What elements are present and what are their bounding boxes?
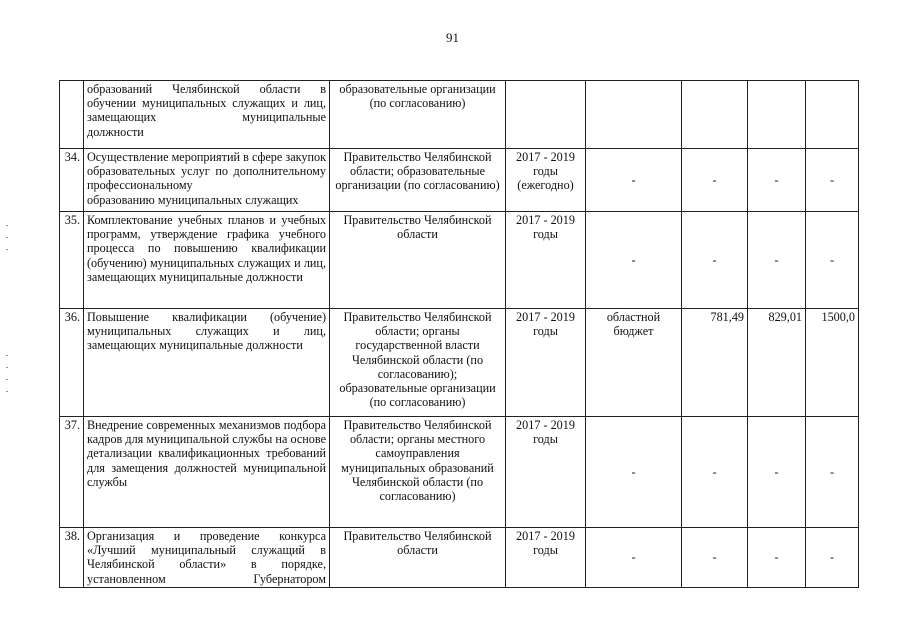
measure-name-last: замещающих муниципальные должности <box>87 338 303 353</box>
table-row <box>60 417 859 528</box>
measure-name-last: должности <box>87 124 144 139</box>
measure-name <box>84 149 330 212</box>
executor: Правительство Челябинской области; органы местного самоуправления муниципальных образований Челябинской области (по согласованию) <box>330 417 506 528</box>
value-2019: - <box>806 212 859 309</box>
term: 2017 - 2019 годы <box>506 417 586 528</box>
executor: Правительство Челябинской области <box>330 528 506 588</box>
measure-name <box>84 528 330 588</box>
measure-name-last: замещающих муниципальные должности <box>87 269 303 284</box>
funding-source: - <box>586 528 682 588</box>
term: 2017 - 2019 годы <box>506 309 586 417</box>
value-2017: - <box>682 212 748 309</box>
value-2018: - <box>748 149 806 212</box>
value-2018: - <box>748 212 806 309</box>
value-2017: - <box>682 528 748 588</box>
funding-source: - <box>586 212 682 309</box>
executor: Правительство Челябинской области <box>330 212 506 309</box>
measures-table <box>59 80 859 588</box>
value-2019: - <box>806 149 859 212</box>
table-row <box>60 149 859 212</box>
value-2017 <box>682 81 748 149</box>
row-number: 37. <box>60 417 84 528</box>
table-row <box>60 81 859 149</box>
funding-source: областной бюджет <box>586 309 682 417</box>
row-number: 35. <box>60 212 84 309</box>
measure-name-text: образований Челябинской области в обучении муниципальных служащих и лиц, замещающих муниципальные <box>87 82 326 125</box>
page-number: 91 <box>446 30 459 45</box>
value-2019: - <box>806 528 859 588</box>
funding-source <box>586 81 682 149</box>
margin-marks <box>6 225 10 425</box>
measure-name <box>84 417 330 528</box>
measure-name <box>84 81 330 149</box>
executor: Правительство Челябинской области; органы государственной власти Челябинской области (по согласованию); образовательные организации (по согласованию) <box>330 309 506 417</box>
funding-source: - <box>586 149 682 212</box>
row-number: 34. <box>60 149 84 212</box>
funding-source: - <box>586 417 682 528</box>
value-2017: - <box>682 149 748 212</box>
value-2018: - <box>748 417 806 528</box>
table-row <box>60 528 859 588</box>
row-number <box>60 81 84 149</box>
value-2019: - <box>806 417 859 528</box>
measure-name-text: Внедрение современных механизмов подбора кадров для муниципальной службы на основе детализации квалификационных требований для замещения должностей муниципальной <box>87 418 326 475</box>
measure-name-text: Повышение квалификации (обучение) муниципальных служащих и лиц, <box>87 310 326 339</box>
value-2019: 1500,0 <box>806 309 859 417</box>
executor: Правительство Челябинской области; образовательные организации (по согласованию) <box>330 149 506 212</box>
term <box>506 81 586 149</box>
value-2017: 781,49 <box>682 309 748 417</box>
measure-name-last: службы <box>87 474 128 489</box>
value-2018: - <box>748 528 806 588</box>
measure-name-text: Комплектование учебных планов и учебных программ, утверждение графика учебного процесса по повышению квалификации (обучению) муниципальных служащих и лиц, <box>87 213 326 270</box>
measure-name-last: образованию муниципальных служащих <box>87 192 299 207</box>
measure-name-text: Осуществление мероприятий в сфере закупок образовательных услуг по дополнительному профессиональному <box>87 150 326 193</box>
value-2019 <box>806 81 859 149</box>
value-2017: - <box>682 417 748 528</box>
row-number: 38. <box>60 528 84 588</box>
table-body <box>60 81 859 588</box>
executor: образовательные организации (по согласованию) <box>330 81 506 149</box>
value-2018 <box>748 81 806 149</box>
term: 2017 - 2019 годы <box>506 212 586 309</box>
term: 2017 - 2019 годы <box>506 528 586 588</box>
measure-name <box>84 212 330 309</box>
term: 2017 - 2019 годы (ежегодно) <box>506 149 586 212</box>
value-2018: 829,01 <box>748 309 806 417</box>
table-row <box>60 212 859 309</box>
measure-name-text: Организация и проведение конкурса «Лучший муниципальный служащий в Челябинской области» в порядке, установленном Губернатором <box>87 529 326 586</box>
row-number: 36. <box>60 309 84 417</box>
table-row <box>60 309 859 417</box>
measure-name <box>84 309 330 417</box>
